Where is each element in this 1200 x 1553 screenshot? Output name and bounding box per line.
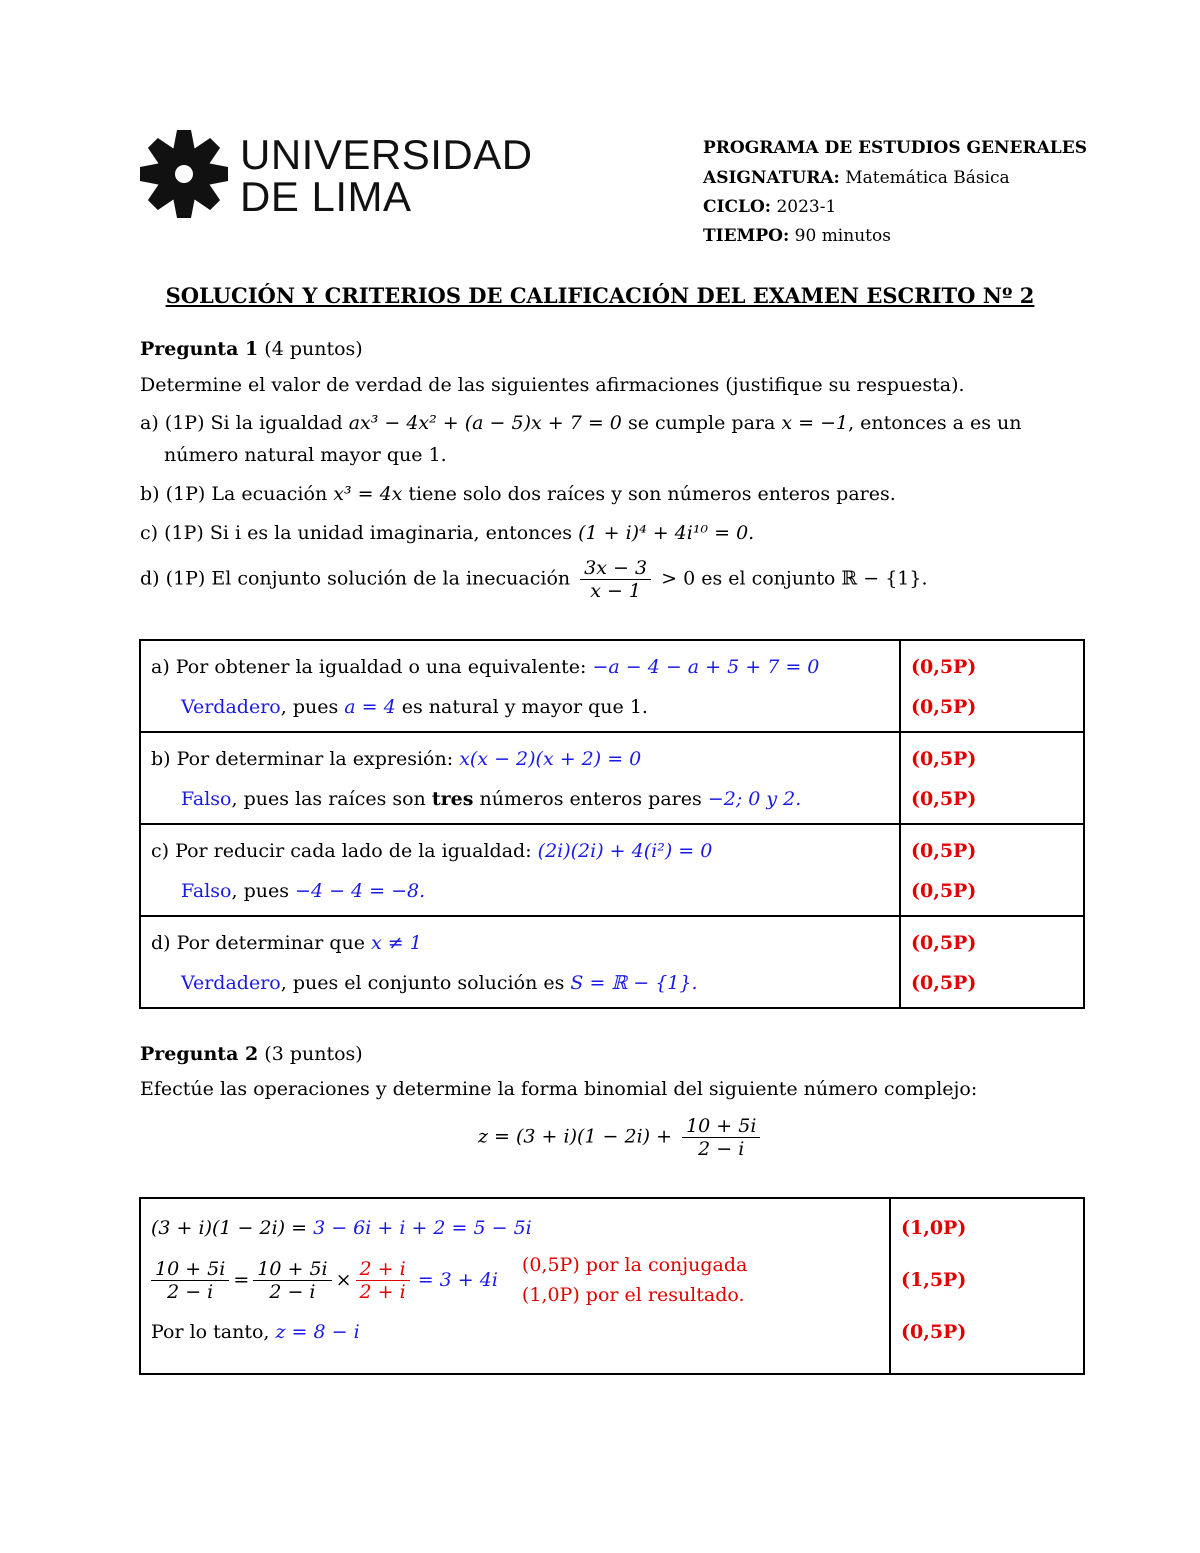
- q2-z-lhs: z = (3 + i)(1 − 2i) +: [478, 1125, 673, 1148]
- q1-row-c-text: c) Por reducir cada lado de la igualdad:: [151, 840, 532, 862]
- q2-instruction: Efectúe las operaciones y determine la forma binomial del siguiente número complejo:: [140, 1078, 978, 1100]
- q1-d-den: x − 1: [590, 580, 642, 602]
- q1-row-b-bold: tres: [431, 788, 474, 810]
- q1-row-b-tail: números enteros pares: [479, 788, 702, 810]
- q1-row-d-points: [900, 916, 1084, 1008]
- points-label: (1,0P): [901, 1217, 967, 1239]
- q1-a-mid: se cumple para: [627, 412, 776, 434]
- q1-item-a: [140, 412, 1022, 434]
- q2-line1-lhs: (3 + i)(1 − 2i) =: [151, 1217, 308, 1239]
- q1-row-d-verdict: Verdadero: [181, 972, 281, 994]
- q1-a-expr: ax³ − 4x² + (a − 5)x + 7 = 0: [348, 412, 622, 434]
- q1-a-label: a) (1P) Si la igualdad: [140, 412, 343, 434]
- points-label: (0,5P): [911, 840, 977, 862]
- q1-row-b-line2: [151, 779, 889, 819]
- q1-row-d-text: d) Por determinar que: [151, 932, 365, 954]
- q1-d-tail: > 0 es el conjunto ℝ − {1}.: [661, 567, 928, 590]
- q2-line1: [151, 1207, 879, 1249]
- q1-row-d-line1: [151, 923, 889, 963]
- q2-conj-num: 2 + i: [356, 1258, 410, 1281]
- q1-row-b-expr2: −2; 0 y 2.: [707, 788, 802, 810]
- q1-row-c-expr: (2i)(2i) + 4(i²) = 0: [537, 840, 713, 862]
- points-label: (1,5P): [901, 1269, 967, 1291]
- q2-grading-table: [139, 1197, 1085, 1375]
- logo-line-2: DE LIMA: [240, 173, 412, 220]
- q2-line3: [151, 1311, 879, 1353]
- q1-row-d-expr: x ≠ 1: [371, 932, 422, 954]
- q1-row-a-expr2: a = 4: [344, 696, 396, 718]
- q1-row-b-criteria: [140, 732, 900, 824]
- q2-note-1: (0,5P) por la conjugada: [521, 1254, 748, 1276]
- q2-frac-conj: [356, 1258, 410, 1303]
- q2-frac-orig: [151, 1258, 229, 1303]
- q1-row-d-criteria: [140, 916, 900, 1008]
- q1-row-c-expr2: −4 − 4 = −8.: [295, 880, 426, 902]
- q1-a-cond: x = −1: [781, 412, 849, 434]
- q1-row-a-points: [900, 640, 1084, 732]
- q1-row-b-expr: x(x − 2)(x + 2) = 0: [459, 748, 642, 770]
- points-label: (0,5P): [911, 972, 977, 994]
- q1-row-c-criteria: [140, 824, 900, 916]
- page-title: SOLUCIÓN Y CRITERIOS DE CALIFICACIÓN DEL EXAMEN ESCRITO Nº 2: [165, 283, 1035, 308]
- q1-b-label: b) (1P) La ecuación: [140, 483, 328, 505]
- points-label: (0,5P): [901, 1321, 967, 1343]
- q1-row-a-text: a) Por obtener la igualdad o una equivalente:: [151, 656, 587, 678]
- university-name: [240, 131, 533, 220]
- q1-grading-table: [139, 639, 1085, 1009]
- q1-b-expr: x³ = 4x: [333, 483, 403, 505]
- q2-frac-orig-2: [253, 1258, 331, 1303]
- q1-row-b-text: b) Por determinar la expresión:: [151, 748, 454, 770]
- q1-row-c-mid: , pues: [231, 880, 289, 902]
- q1-row-c-line2: [151, 871, 889, 911]
- q1-item-c: [140, 522, 754, 544]
- q1-b-tail: tiene solo dos raíces y son números enteros pares.: [408, 483, 896, 505]
- points-label: (0,5P): [911, 788, 977, 810]
- q1-points: (4 puntos): [264, 338, 363, 360]
- q1-d-num: 3x − 3: [580, 557, 651, 580]
- q2-criteria: [140, 1198, 890, 1374]
- q2-expression: [478, 1115, 764, 1160]
- logo-line-1: UNIVERSIDAD: [240, 131, 533, 178]
- time-line: [703, 226, 891, 246]
- q2-times: ×: [335, 1269, 352, 1291]
- points-label: (0,5P): [911, 696, 977, 718]
- q1-row-a-tail: es natural y mayor que 1.: [401, 696, 648, 718]
- q2-note-2: (1,0P) por el resultado.: [521, 1284, 745, 1306]
- q2-result: = 3 + 4i: [417, 1269, 498, 1291]
- points-label: (0,5P): [911, 656, 977, 678]
- q2-frac2-num: 10 + 5i: [253, 1258, 331, 1281]
- q1-row-d-line2: [151, 963, 889, 1003]
- q1-row-b-points: [900, 732, 1084, 824]
- q1-row-a-line1: [151, 647, 889, 687]
- q1-row-b-verdict: Falso: [181, 788, 232, 810]
- q2-conj-den: 2 + i: [359, 1280, 406, 1303]
- q1-row-c-verdict: Falso: [181, 880, 232, 902]
- q2-equals: =: [233, 1269, 250, 1291]
- q1-c-expr: (1 + i)⁴ + 4i¹⁰ = 0.: [578, 522, 755, 544]
- university-logo-icon: [138, 128, 230, 220]
- q1-row-b-line1: [151, 739, 889, 779]
- q1-row-a-criteria: [140, 640, 900, 732]
- q2-frac-num: 10 + 5i: [151, 1258, 229, 1281]
- q1-row-c-points: [900, 824, 1084, 916]
- q1-row-d-mid: , pues el conjunto solución es: [280, 972, 565, 994]
- cycle-value: 2023-1: [776, 197, 837, 217]
- q2-line3-expr: z = 8 − i: [275, 1321, 360, 1343]
- program-name: PROGRAMA DE ESTUDIOS GENERALES: [703, 138, 1087, 158]
- q1-row-a-mid: , pues: [280, 696, 339, 718]
- points-label: (0,5P): [911, 880, 977, 902]
- q1-a-tail: , entonces a es un: [848, 412, 1022, 434]
- time-label: TIEMPO:: [703, 226, 790, 246]
- q2-z-den: 2 − i: [698, 1138, 745, 1160]
- q2-frac-den: 2 − i: [167, 1280, 214, 1303]
- cycle-line: [703, 197, 836, 217]
- q1-row-b-mid: , pues las raíces son: [231, 788, 426, 810]
- q1-d-fraction: [580, 557, 651, 602]
- table-row: [140, 732, 1084, 824]
- table-row: [140, 916, 1084, 1008]
- q1-row-a-line2: [151, 687, 889, 727]
- q2-line1-rhs: 3 − 6i + i + 2 = 5 − 5i: [313, 1217, 532, 1239]
- q2-frac2-den: 2 − i: [269, 1280, 316, 1303]
- q1-row-a-expr: −a − 4 − a + 5 + 7 = 0: [592, 656, 820, 678]
- table-row: [140, 640, 1084, 732]
- q2-heading: [140, 1043, 363, 1065]
- q1-item-d: [140, 557, 928, 602]
- subject-line: [703, 168, 1010, 188]
- q1-row-c-line1: [151, 831, 889, 871]
- q1-heading: [140, 338, 363, 360]
- time-value: 90 minutos: [794, 226, 891, 246]
- q2-z-num: 10 + 5i: [682, 1115, 760, 1138]
- q1-row-d-expr2: S = ℝ − {1}.: [570, 972, 698, 994]
- q2-notes: [522, 1250, 747, 1310]
- q2-points: (3 puntos): [264, 1043, 363, 1065]
- q1-instruction: Determine el valor de verdad de las siguientes afirmaciones (justifique su respuesta).: [140, 374, 965, 396]
- q1-c-label: c) (1P) Si i es la unidad imaginaria, entonces: [140, 522, 573, 544]
- q1-row-a-verdict: Verdadero: [181, 696, 281, 718]
- table-row: [140, 1198, 1084, 1374]
- table-row: [140, 824, 1084, 916]
- q2-z-fraction: [682, 1115, 760, 1160]
- subject-label: ASIGNATURA:: [703, 168, 840, 188]
- q1-item-b: [140, 483, 896, 505]
- q1-a-line2: número natural mayor que 1.: [164, 444, 447, 466]
- cycle-label: CICLO:: [703, 197, 772, 217]
- points-label: (0,5P): [911, 748, 977, 770]
- q2-line3-text: Por lo tanto,: [151, 1321, 270, 1343]
- q1-title: Pregunta 1: [140, 338, 259, 360]
- q2-title: Pregunta 2: [140, 1043, 259, 1065]
- q2-line2: [151, 1249, 879, 1311]
- points-label: (0,5P): [911, 932, 977, 954]
- q2-points: [890, 1198, 1084, 1374]
- subject-value: Matemática Básica: [845, 168, 1010, 188]
- q1-d-label: d) (1P) El conjunto solución de la inecuación: [140, 567, 571, 590]
